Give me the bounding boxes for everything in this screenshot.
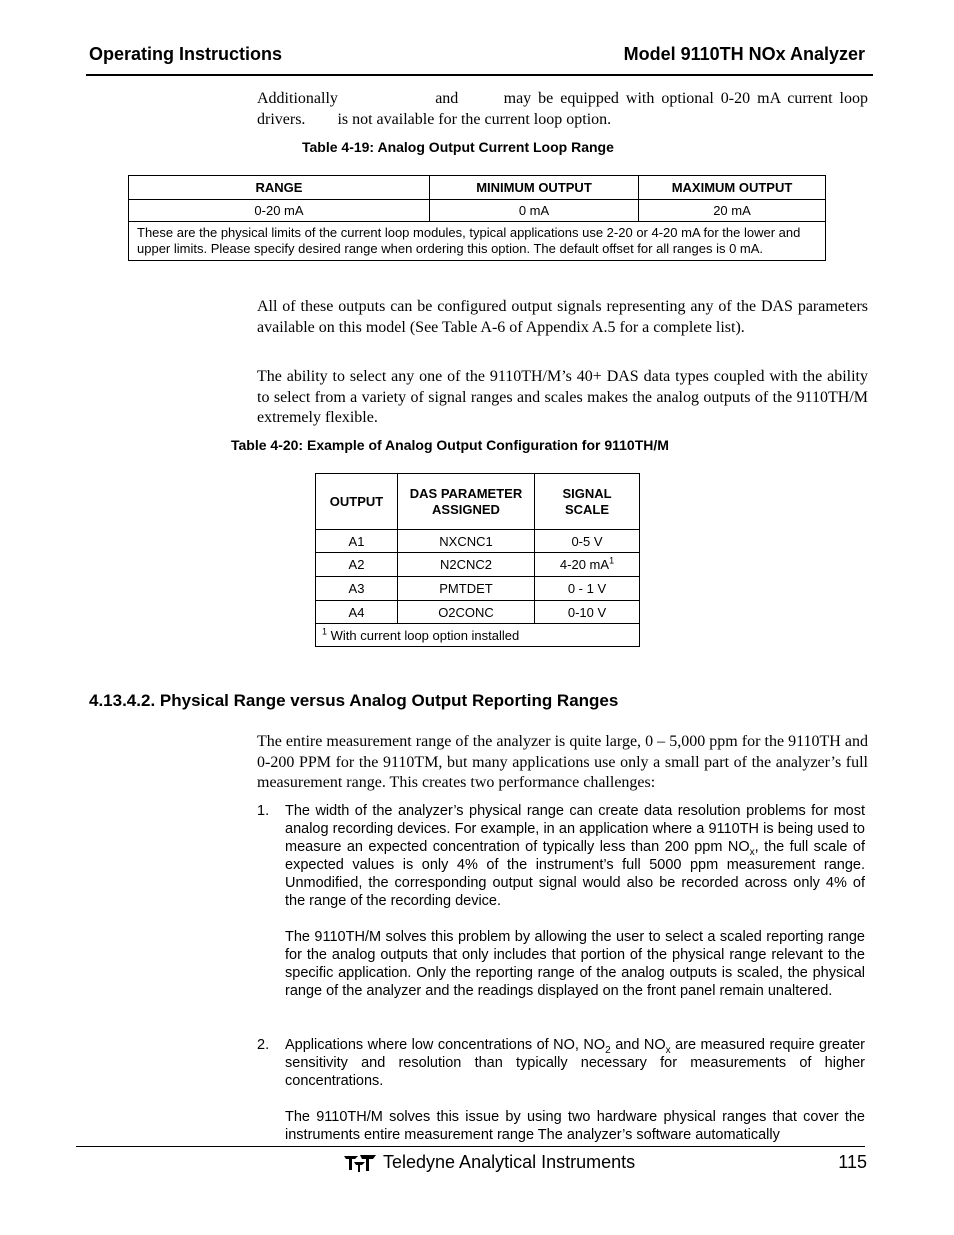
intro-word-drivers: drivers. xyxy=(257,110,306,128)
table-20-output-a1: A1 xyxy=(316,530,398,553)
table-row xyxy=(316,553,640,577)
header-divider xyxy=(86,74,873,76)
table-row xyxy=(316,577,640,601)
table-19-cell-max: 20 mA xyxy=(639,200,826,222)
list-item-2-subscript-2: 2 xyxy=(605,1044,611,1056)
list-item-1-paragraph-1 xyxy=(285,802,865,910)
teledyne-logo-icon xyxy=(343,1153,377,1173)
intro-text-optional: may be equipped with optional 0-20 mA current loop xyxy=(503,90,868,107)
footer-divider xyxy=(76,1146,865,1147)
table-20-scale-a1: 0-5 V xyxy=(535,530,640,553)
table-20-scale-a2-cell xyxy=(535,553,640,577)
list-item-2-paragraph-2: The 9110TH/M solves this issue by using two hardware physical ranges that cover the instruments entire measurement range The analyzer’s software automatically xyxy=(285,1109,865,1143)
table-20-header-output: OUTPUT xyxy=(316,474,398,530)
section-heading: 4.13.4.2. Physical Range versus Analog Output Reporting Ranges xyxy=(89,691,619,710)
table-20-footnote xyxy=(316,624,640,647)
table-20-footnote-text: With current loop option installed xyxy=(330,627,520,643)
table-20-caption: Table 4-20: Example of Analog Output Configuration for 9110TH/M xyxy=(231,437,669,453)
table-20-output-a3: A3 xyxy=(316,577,398,601)
table-20-param-a3: PMTDET xyxy=(398,577,535,601)
table-20-header-param: DAS PARAMETER ASSIGNED xyxy=(398,474,535,530)
das-paragraph: All of these outputs can be configured output signals representing any of the DAS parameters available on this model (See Table A-6 of Appendix A.5 for a complete list). xyxy=(257,298,868,336)
table-20-param-a1: NXCNC1 xyxy=(398,530,535,553)
table-row xyxy=(316,601,640,624)
table-19-cell-min: 0 mA xyxy=(430,200,639,222)
list-item-number: 2. xyxy=(257,1037,270,1053)
table-19 xyxy=(128,175,826,261)
table-row xyxy=(129,200,826,222)
intro-paragraph xyxy=(257,89,868,130)
list-item-2-paragraph-1 xyxy=(285,1036,865,1090)
table-20-param-a2: N2CNC2 xyxy=(398,553,535,577)
table-20-param-a4: O2CONC xyxy=(398,601,535,624)
table-20-footnote-ref: 1 xyxy=(609,555,615,566)
table-20 xyxy=(315,473,640,647)
footer-company-name: Teledyne Analytical Instruments xyxy=(383,1152,636,1172)
list-item-2-subscript-x: x xyxy=(665,1044,671,1056)
ability-paragraph: The ability to select any one of the 9110TH/M’s 40+ DAS data types coupled with the ability to select from a variety of signal ranges and scales makes the analog outputs of the 9110TH/M extremely flexible. xyxy=(257,368,868,426)
intro-text-not-available: is not available for the current loop option. xyxy=(337,110,612,128)
table-20-output-a4: A4 xyxy=(316,601,398,624)
header-model-title: Model 9110TH NOx Analyzer xyxy=(623,44,865,64)
intro-word-additionally: Additionally xyxy=(257,90,338,107)
list-item-number: 1. xyxy=(257,803,270,819)
list-item-1-paragraph-2: The 9110TH/M solves this problem by allowing the user to select a scaled reporting range for the analog outputs that only includes that portion of the physical range relevant to the specific application. Only the reporting range of the analog outputs is scaled, the physical range of the analyzer and the readings displayed on the front panel remain unaltered. xyxy=(285,929,865,999)
header-section-title: Operating Instructions xyxy=(89,44,283,64)
table-19-header-max: MAXIMUM OUTPUT xyxy=(639,176,826,200)
page-number: 115 xyxy=(838,1152,867,1172)
list-item xyxy=(257,1036,865,1144)
table-19-cell-range: 0-20 mA xyxy=(129,200,430,222)
list-item-2-text-b: and NO xyxy=(610,1037,666,1053)
list-item-1-subscript: x xyxy=(749,846,755,858)
list-item-2-text-a: Applications where low concentrations of NO, NO xyxy=(285,1037,606,1053)
table-19-header-min: MINIMUM OUTPUT xyxy=(430,176,639,200)
list-item-1-text-b: , the full scale of expected values is only 4% of the instrument’s full 5000 ppm measurement range. Unmodified, the corresponding output signal would also be recorded across only 4% of the range of the recording device. xyxy=(285,839,866,909)
list-item xyxy=(257,802,865,1000)
list-item-1-text-a: The width of the analyzer’s physical range can create data resolution problems for most analog recording devices. For example, in an application where a 9110TH is being used to measure an expected concentration of typically less than 200 ppm NO xyxy=(285,803,865,855)
table-20-footnote-mark: 1 xyxy=(322,626,328,637)
table-19-header-range: RANGE xyxy=(129,176,430,200)
table-20-scale-a3: 0 - 1 V xyxy=(535,577,640,601)
table-20-output-a2: A2 xyxy=(316,553,398,577)
table-20-scale-a4: 0-10 V xyxy=(535,601,640,624)
table-20-scale-a2: 4-20 mA xyxy=(559,557,610,572)
table-row xyxy=(316,530,640,553)
table-19-caption: Table 4-19: Analog Output Current Loop Range xyxy=(302,139,614,155)
intro-word-and: and xyxy=(435,90,459,107)
list-item-2-text-c: are measured require greater sensitivity and resolution than typically necessary for measurements of higher concentrations. xyxy=(285,1037,865,1089)
footer-company xyxy=(343,1152,635,1173)
table-19-note: These are the physical limits of the current loop modules, typical applications use 2-20 or 4-20 mA for the lower and upper limits. Please specify desired range when ordering this option. The default offset for all ranges is 0 mA. xyxy=(129,222,826,261)
table-20-header-scale: SIGNAL SCALE xyxy=(535,474,640,530)
range-paragraph: The entire measurement range of the analyzer is quite large, 0 – 5,000 ppm for the 9110TH and 0-200 PPM for the 9110TM, but many applications use only a small part of the analyzer’s full measurement range. This creates two performance challenges: xyxy=(257,733,868,791)
